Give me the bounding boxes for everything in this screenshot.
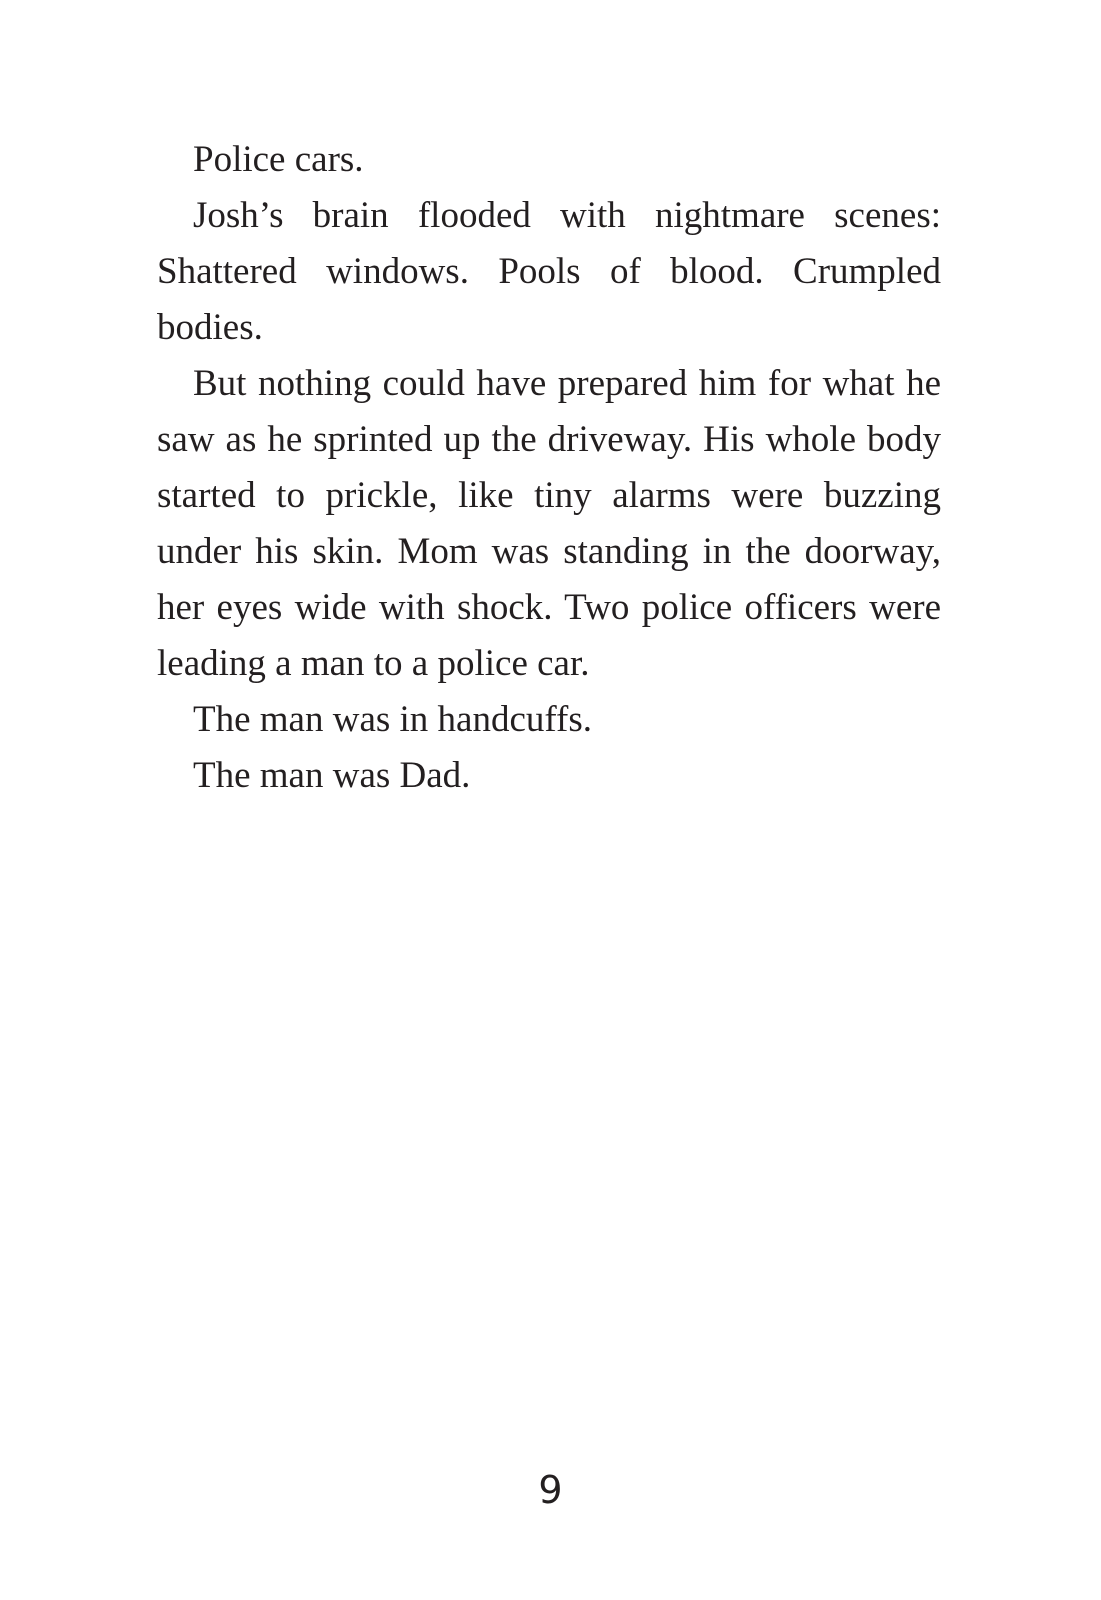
page-number: 9 xyxy=(538,1468,563,1512)
paragraph: Josh’s brain flooded with nightmare scenes: Shattered windows. Pools of blood. Crumpled bodies. xyxy=(157,195,941,348)
paragraph: But nothing could have prepared him for what he saw as he sprinted up the driveway. His whole body started to prickle, like tiny alarms were buzzing under his skin. Mom was standing in the doorway, her eyes wide with shock. Two police officers were leading a man to a police car. xyxy=(157,363,941,684)
paragraph: The man was in handcuffs. xyxy=(193,699,593,740)
paragraph: The man was Dad. xyxy=(193,755,471,796)
paragraph: Police cars. xyxy=(193,139,364,180)
body-text xyxy=(157,132,941,804)
